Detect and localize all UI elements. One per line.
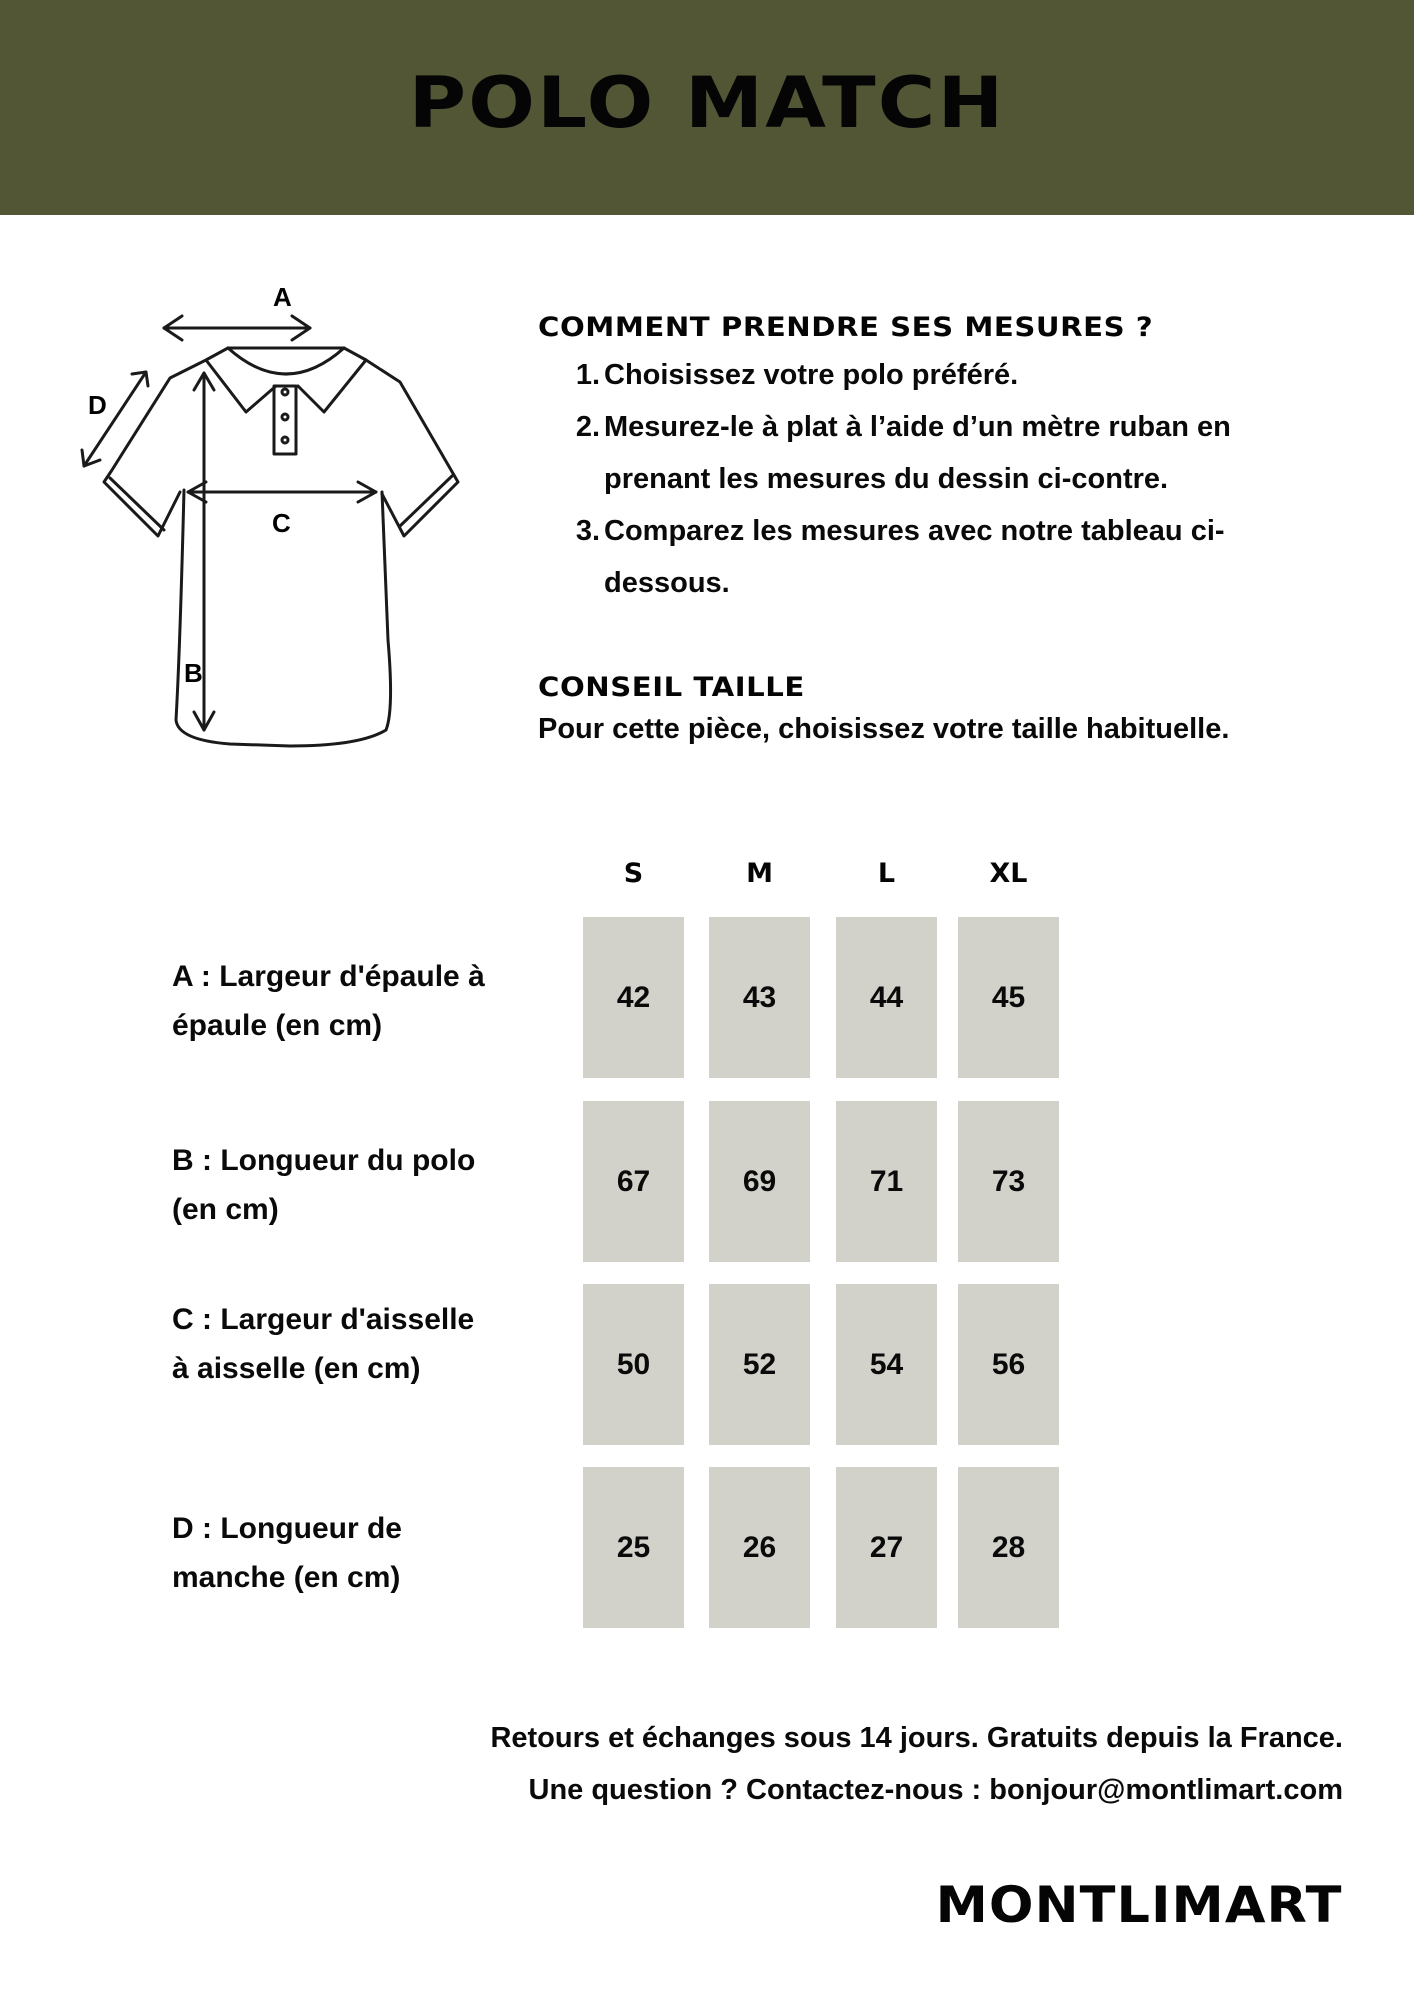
step-number: 1. — [575, 359, 600, 391]
header-band — [0, 0, 1414, 215]
column-header-l: L — [877, 858, 896, 889]
table-cell: 45 — [958, 917, 1059, 1078]
column-header-xl: XL — [989, 858, 1028, 889]
table-cell: 27 — [836, 1467, 937, 1628]
measurement-instructions — [538, 312, 1298, 609]
table-cell: 25 — [583, 1467, 684, 1628]
row-label-b: B : Longueur du polo (en cm) — [172, 1144, 476, 1226]
instruction-step — [538, 505, 1298, 609]
label-d: D — [88, 390, 107, 420]
row-label-a: A : Largeur d'épaule à épaule (en cm) — [172, 960, 485, 1042]
table-cell: 56 — [958, 1284, 1059, 1445]
step-text: Mesurez-le à plat à l’aide d’un mètre ruban en prenant les mesures du dessin ci-contre. — [604, 411, 1231, 495]
size-advice — [538, 672, 1338, 746]
table-cell: 52 — [709, 1284, 810, 1445]
row-label-d: D : Longueur de manche (en cm) — [172, 1512, 402, 1594]
instruction-steps — [538, 349, 1298, 609]
table-cell: 71 — [836, 1101, 937, 1262]
table-cell: 54 — [836, 1284, 937, 1445]
step-number: 3. — [575, 515, 600, 547]
table-cell: 67 — [583, 1101, 684, 1262]
instruction-step — [538, 349, 1298, 401]
label-b: B — [184, 658, 203, 688]
table-cell: 50 — [583, 1284, 684, 1445]
polo-measurement-diagram — [60, 260, 480, 760]
step-number: 2. — [575, 411, 600, 443]
contact-info: Une question ? Contactez-nous : bonjour@montlimart.com — [528, 1774, 1343, 1806]
column-header-s: S — [623, 858, 644, 889]
size-advice-text: Pour cette pièce, choisissez votre taille habituelle. — [538, 713, 1230, 745]
page-title: POLO MATCH — [408, 62, 1006, 144]
polo-shirt-icon — [60, 260, 480, 760]
table-cell: 69 — [709, 1101, 810, 1262]
table-cell: 44 — [836, 917, 937, 1078]
instructions-heading: COMMENT PRENDRE SES MESURES ? — [538, 312, 1154, 343]
step-text: Comparez les mesures avec notre tableau ci-dessous. — [604, 515, 1225, 599]
column-header-m: M — [746, 858, 773, 889]
step-text: Choisissez votre polo préféré. — [604, 359, 1019, 391]
label-a: A — [273, 282, 292, 312]
table-cell: 28 — [958, 1467, 1059, 1628]
table-cell: 42 — [583, 917, 684, 1078]
table-cell: 73 — [958, 1101, 1059, 1262]
size-advice-heading: CONSEIL TAILLE — [538, 672, 805, 703]
brand-logo: MONTLIMART — [935, 1876, 1342, 1934]
row-label-c: C : Largeur d'aisselle à aisselle (en cm) — [172, 1303, 475, 1385]
returns-info: Retours et échanges sous 14 jours. Gratuits depuis la France. — [490, 1722, 1343, 1754]
table-cell: 43 — [709, 917, 810, 1078]
label-c: C — [272, 508, 291, 538]
table-cell: 26 — [709, 1467, 810, 1628]
instruction-step — [538, 401, 1298, 505]
